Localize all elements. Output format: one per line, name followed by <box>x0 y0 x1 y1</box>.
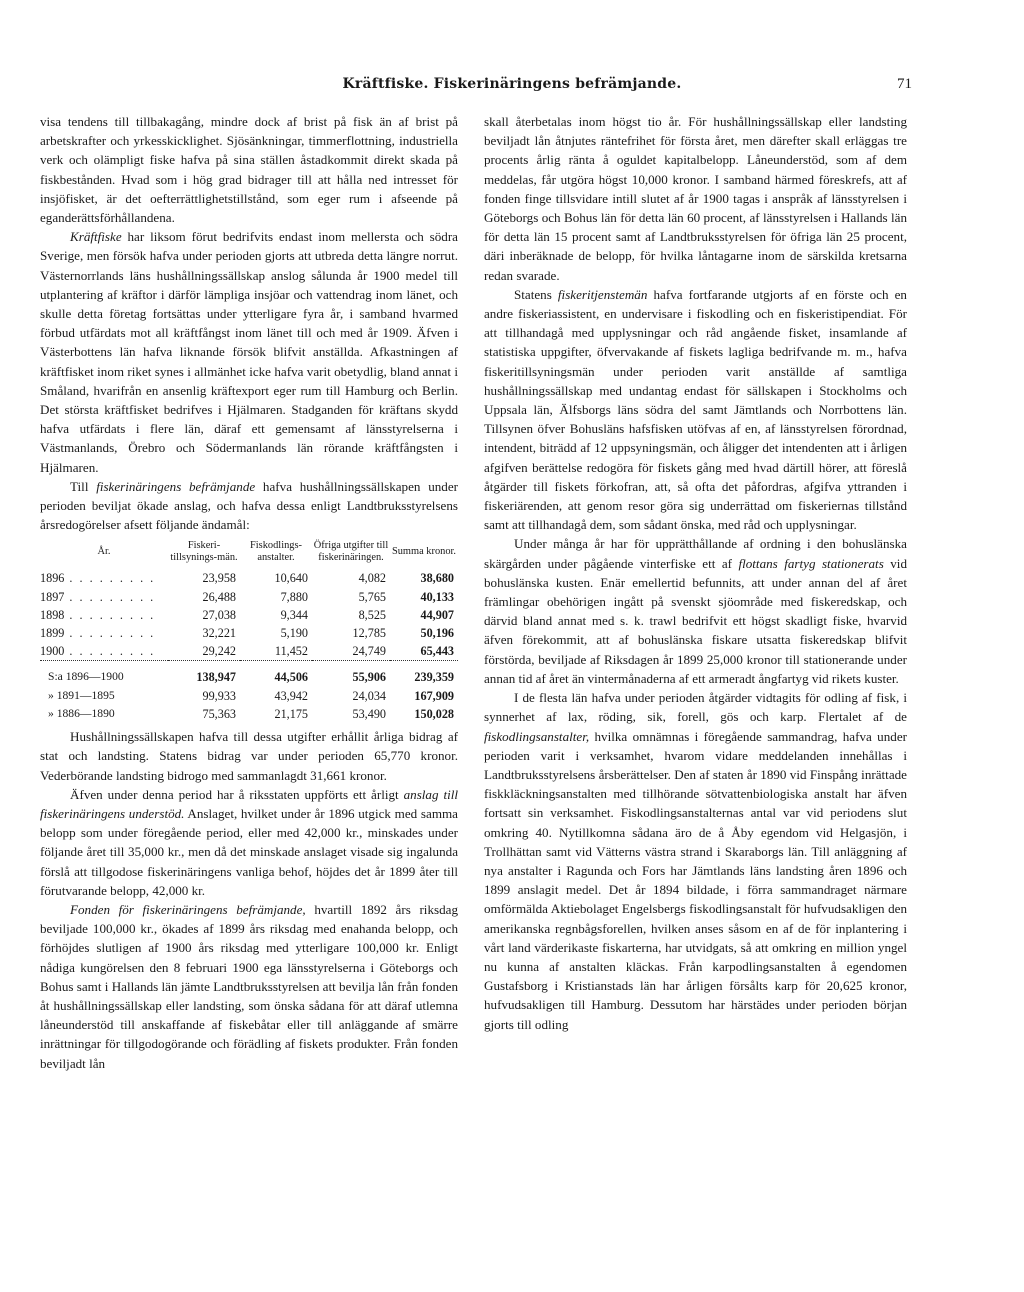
paragraph: Hushållningssällskapen hafva till dessa utgifter erhållit årliga bidrag af stat och landsting. Statens bidrag var under perioden 65,770 kronor. Vederbörande landsting bidrogo med sammanlagdt 31,661 kronor. <box>40 729 458 783</box>
table-row: 1900 . . . . . . . . . 29,242 11,452 24,749 65,443 <box>40 644 454 659</box>
table-row: 1898 . . . . . . . . . 27,038 9,344 8,525 44,907 <box>40 607 454 622</box>
col-header-year: År. <box>97 546 111 558</box>
paragraph: visa tendens till tillbakagång, mindre dock af brist på fisk än af brist på arbetskrafter och yrkesskicklighet. Sjösänkningar, timmerflottning, industriella verk och olämpligt fiske hafva på sina ställen åstadkommit direkt skada på fiskbestånden. Hvad som i hög grad bidrager till att hålla ned intresset för insjöfisket, är det oefterrättlighetstillstånd, som eger rum i afseende på eganderättsförhållandena. <box>40 114 458 226</box>
page-header <box>0 76 1024 100</box>
paragraph: Äfven under denna period har å riksstaten uppförts ett årligt anslag till fiskerinäringens understöd. Anslaget, hvilket under år 1896 utgick med samma belopp som under föregående period, eller med 42,000 kr., minskades under följande året till 35,000 kr., men då det minskade anslaget visade sig ingalunda förslå att tillgodose fiskerinäringens vanliga behof, höjdes det år 1899 åter till förutvarande belopp, 42,000 kr. <box>40 786 458 898</box>
table-row: 1896 . . . . . . . . . 23,958 10,640 4,082 38,680 <box>40 571 454 586</box>
page-number: 71 <box>897 76 912 92</box>
paragraph: Under många år har för upprätthållande af ordning i den bohuslänska skärgården under pågående vinterfiske ett af flottans fartyg stationerats vid bohuslänska kusten. Enär emellertid befunnits, att under annan del af året främlingar obehörigen ingått på svenskt sjöområde med fiskeredskap, och därvid bland annat med s. k. trawl bedrifvit ett högst skadligt fiske, hvarvid äfven förekommit, att af bohuslänska fiskare utsatta fiskeredskap blifvit förstörda, beviljade af Riksdagen år 1899 25,000 kronor till stationerande under annan tid af året än vintermånaderna af ett armeradt ångfartyg vid rikets kuster. <box>484 536 907 686</box>
col-header-hatcheries: Fiskodlings-anstalter. <box>250 540 302 563</box>
table-row: 1897 . . . . . . . . . 26,488 7,880 5,765 40,133 <box>40 589 454 604</box>
paragraph: Kräftfiske har liksom förut bedrifvits endast inom mellersta och södra Sverige, men försök hafva under perioden gjorts att utbreda detta längre norrut. Västernorrlands läns hushållningssällskap anslog sålunda år 1900 medel till utplantering af kräftor i därför lämpliga insjöar och vattendrag inom länet, och skulle detta företag fortsättas under ytterligare fyra år, i samband hvarmed förbud utfärdats mot all kräftfångst inom länet till och med år 1909. Äfven i Västerbottens län hafva liknande försök blifvit anställda. Afkastningen af kräftfisket inom riket synes i allmänhet icke hafva varit obetydlig, bland annat i Småland, hvarifrån en ansenlig kräftexport eger rum till Hamburg och Berlin. Det största kräftfisket bedrifves i Hjälmaren. Stadganden för kräftans skydd hafva utfärdats i flere län, däraf ett gemensamt af länsstyrelserna i Västmanlands, Örebro och Södermanlands län rörande kräftfångsten i Hjälmaren. <box>40 229 458 475</box>
paragraph: Fonden för fiskerinäringens befrämjande, hvartill 1892 års riksdag beviljade 100,000 kr., ökades af 1899 års riksdag med enahanda belopp, och förhöjdes slutligen af 1900 års riksdag med ytterligare 100,000 kr. Enligt nådiga kungörelsen den 8 februari 1900 ega länsstyrelserna i Göteborgs och Bohus samt i Hallands län jämte Landtbruksstyrelsen att bevilja lån från fonden åt hushållningssällskap eller landsting, som önska sådana för att däraf utlemna låneunderstöd till anskaffande af fiskebåtar eller till anläggande af smärre inrättningar för tillgodogörande och förädling af fiskets produkter. Från fonden beviljadt lån <box>40 901 458 1071</box>
table-sum-row: » 1886—1890 75,363 21,175 53,490 150,028 <box>48 706 454 721</box>
fund-table <box>40 536 458 723</box>
paragraph: Statens fiskeritjenstemän hafva fortfarande utgjorts af en förste och en andre fiskeriassistent, en undervisare i fiskodling och en fiskeristipendiat. För att tillhandagå med upplysningar och råd angående fisket, insamlande af statistiska uppgifter, öfvervakande af fiskets lagliga bedrifvande m. m., hafva fiskeritillsyningsmän under perioden varit anställde af samtliga hushållningssällskap med undantag endast för sällskapen i Stockholms och Uppsala län, Älfsborgs läns södra del samt Jämtlands och Norrbottens län. Tillsynen öfver Bohusläns hafsfisken utöfvas af en, af länsstyrelsen förordnad, intendent, biträdd af 12 uppsyningsmän, och åligger det intendenten att i årligen afgifven berättelse redogöra för fiskets gång med hvad därtill hörer, att föreslå åtgärder till fiskets förkofran, att, så ofta det påfordras, afgifva yttranden i fiskeriärenden, att genom resor göra sig underrättad om fiskeriernas tillstånd samt att tillhandagå dem, som sådant önska, med råd och upplysningar. <box>484 286 907 533</box>
table-sum-row: S:a 1896—1900 138,947 44,506 55,906 239,359 <box>40 661 458 687</box>
col-header-total: Summa kronor. <box>391 546 457 558</box>
paragraph: skall återbetalas inom högst tio år. För hushållningssällskap eller landsting beviljadt lån åtnjutes räntefrihet för första året, men därefter skall erläggas tre procents årlig ränta å oguldet kapitalbelopp. Låneunderstöd, som af dem meddelas, får utgöra högst 10,000 kronor. I samband härmed föreskrefs, att af fonden finge tillsvidare intill slutet af år 1900 tagas i anspråk af länsstyrelsen i Göteborgs och Bohus län för detta län 60 procent, af länsstyrelsen i Hallands län för detta län 15 procent samt af Landtbruksstyrelsen för öfriga län 25 procent, däri inberäknade de belopp, för hvilka låntagarne inom de särskilda kretsarna redan svarade. <box>484 114 907 283</box>
table-sum-row: » 1891—1895 99,933 43,942 24,034 167,909 <box>48 688 454 703</box>
running-title: Kräftfiske. Fiskerinäringens befrämjande. <box>342 76 682 92</box>
paragraph: Till fiskerinäringens befrämjande hafva hushållningssällskapen under perioden beviljat ökade anslag, och hafva dessa enligt Landtbruksstyrelsens årsredogörelser afsett följande ändamål: <box>40 478 459 533</box>
paragraph: I de flesta län hafva under perioden åtgärder vidtagits för odling af fisk, i synnerhet af lax, röding, sik, forell, gös och karp. Flertalet af de fiskodlingsanstalter, hvilka omnämnas i föregående sammandrag, hafva under perioden varit i verksamhet, hvarom vidare meddelanden innehållas i Landtbruksstyrelsens årsberättelser. Den af staten år 1890 vid Finspång inrättade fiskkläckningsanstalten med tillhörande sötvattenbiologiska anstalt har äfven fortsatt sin verksamhet. Fiskodlingsanstalternas antal var vid periodens slut omkring 40. Nytillkomna sådana äro de å Åby egendom vid Helgasjön, i Trollhättan samt vid Vätterns västra strand i Skaraborgs län. Till anläggning af nya anstalter i Ragunda och Fors har Jämtlands läns landsting åren 1896 och 1899 anslagit medel. Det år 1894 bildade, i förra sammandraget närmare omförmälda Aktiebolaget Engelsbergs fiskodlingsanstalt för hufvudsakligen den amerikanska regnbågsforellen, hvilken anses såsom en af de för inplantering i vårt land värderikaste fiskarterna, har utvidgats, så att omkring en million yngel nu kunna af anstalten kläckas. Från karpodlingsanstalten å egendomen Gustafsborg i Kristianstads län har årligen försålts karp för 20,625 kronor, hufvudsakligen till Hamburg. Dessutom har härstädes under perioden början gjorts till odling <box>484 690 907 1032</box>
table-header-row <box>40 536 458 569</box>
table-row: 1899 . . . . . . . . . 32,221 5,190 12,785 50,196 <box>40 626 454 641</box>
right-column <box>484 112 907 1034</box>
col-header-other: Öfriga utgifter till fiskerinäringen. <box>313 540 389 563</box>
col-header-officers: Fiskeri-tillsynings-män. <box>170 540 238 563</box>
left-column <box>40 112 458 1073</box>
